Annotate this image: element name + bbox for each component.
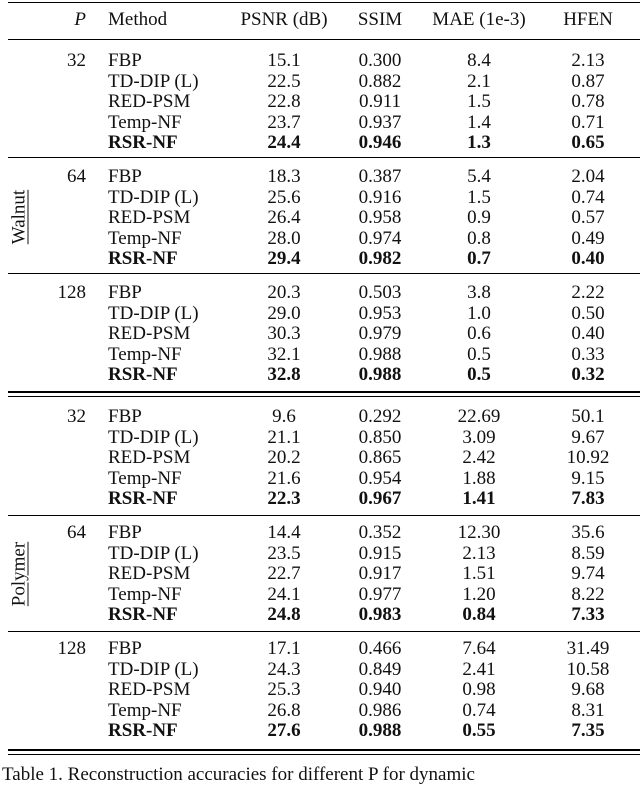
- hfen-cell: 0.49: [571, 228, 605, 249]
- header-hfen: HFEN: [563, 9, 613, 30]
- bottom-rule: [8, 749, 640, 751]
- hfen-cell: 7.35: [571, 720, 605, 741]
- method-cell: TD-DIP (L): [108, 659, 199, 680]
- psnr-cell: 29.4: [267, 248, 301, 269]
- psnr-cell: 25.3: [267, 679, 301, 700]
- header-p: P: [74, 9, 86, 30]
- mae-cell: 3.8: [467, 282, 491, 303]
- ssim-cell: 0.979: [358, 323, 402, 344]
- method-cell: RED-PSM: [108, 447, 191, 468]
- ssim-cell: 0.850: [358, 427, 402, 448]
- hfen-cell: 8.31: [571, 700, 605, 721]
- mae-cell: 0.9: [467, 207, 491, 228]
- ssim-cell: 0.974: [358, 228, 402, 249]
- hfen-cell: 10.58: [566, 659, 610, 680]
- mae-cell: 1.20: [462, 584, 496, 605]
- ssim-cell: 0.988: [358, 344, 402, 365]
- method-cell: TD-DIP (L): [108, 71, 199, 92]
- ssim-cell: 0.988: [358, 364, 402, 385]
- ssim-cell: 0.503: [358, 282, 402, 303]
- ssim-cell: 0.300: [358, 50, 402, 71]
- method-cell: RSR-NF: [108, 720, 178, 741]
- hfen-cell: 0.87: [571, 71, 605, 92]
- dataset-rule: [8, 396, 640, 397]
- psnr-cell: 24.3: [267, 659, 301, 680]
- psnr-cell: 28.0: [267, 228, 301, 249]
- psnr-cell: 23.7: [267, 112, 301, 133]
- psnr-cell: 32.1: [267, 344, 301, 365]
- group-rule: [8, 273, 640, 274]
- hfen-cell: 0.40: [571, 248, 605, 269]
- method-cell: Temp-NF: [108, 468, 182, 489]
- mae-cell: 0.6: [467, 323, 491, 344]
- hfen-cell: 0.74: [571, 187, 605, 208]
- group-rule: [8, 631, 640, 632]
- mae-cell: 2.1: [467, 71, 491, 92]
- mae-cell: 0.5: [467, 364, 491, 385]
- ssim-cell: 0.953: [358, 303, 402, 324]
- method-cell: TD-DIP (L): [108, 187, 199, 208]
- psnr-cell: 30.3: [267, 323, 301, 344]
- ssim-cell: 0.982: [358, 248, 402, 269]
- p-value: 128: [57, 638, 86, 659]
- psnr-cell: 29.0: [267, 303, 301, 324]
- hfen-cell: 0.33: [571, 344, 605, 365]
- hfen-cell: 7.33: [571, 604, 605, 625]
- ssim-cell: 0.983: [358, 604, 402, 625]
- psnr-cell: 14.4: [267, 522, 301, 543]
- ssim-cell: 0.967: [358, 488, 402, 509]
- hfen-cell: 35.6: [571, 522, 605, 543]
- hfen-cell: 31.49: [566, 638, 610, 659]
- psnr-cell: 17.1: [267, 638, 301, 659]
- psnr-cell: 24.1: [267, 584, 301, 605]
- hfen-cell: 0.78: [571, 91, 605, 112]
- psnr-cell: 22.8: [267, 91, 301, 112]
- psnr-cell: 22.3: [267, 488, 301, 509]
- method-cell: RED-PSM: [108, 563, 191, 584]
- mae-cell: 7.64: [462, 638, 496, 659]
- bottom-rule: [8, 754, 640, 755]
- group-rule: [8, 157, 640, 158]
- mae-cell: 2.42: [462, 447, 496, 468]
- psnr-cell: 22.5: [267, 71, 301, 92]
- method-cell: FBP: [108, 282, 142, 303]
- hfen-cell: 9.74: [571, 563, 605, 584]
- method-cell: Temp-NF: [108, 700, 182, 721]
- psnr-cell: 26.4: [267, 207, 301, 228]
- psnr-cell: 9.6: [272, 406, 296, 427]
- method-cell: TD-DIP (L): [108, 303, 199, 324]
- psnr-cell: 24.4: [267, 132, 301, 153]
- ssim-cell: 0.466: [358, 638, 402, 659]
- mae-cell: 3.09: [462, 427, 496, 448]
- header-psnr: PSNR (dB): [240, 9, 328, 30]
- hfen-cell: 0.40: [571, 323, 605, 344]
- hfen-cell: 9.15: [571, 468, 605, 489]
- mae-cell: 1.3: [467, 132, 491, 153]
- mae-cell: 2.13: [462, 543, 496, 564]
- mae-cell: 8.4: [467, 50, 491, 71]
- ssim-cell: 0.916: [358, 187, 402, 208]
- ssim-cell: 0.977: [358, 584, 402, 605]
- mae-cell: 1.5: [467, 187, 491, 208]
- psnr-cell: 23.5: [267, 543, 301, 564]
- method-cell: RSR-NF: [108, 364, 178, 385]
- psnr-cell: 22.7: [267, 563, 301, 584]
- method-cell: RED-PSM: [108, 679, 191, 700]
- method-cell: FBP: [108, 166, 142, 187]
- ssim-cell: 0.292: [358, 406, 402, 427]
- mae-cell: 0.7: [467, 248, 491, 269]
- mae-cell: 1.4: [467, 112, 491, 133]
- psnr-cell: 15.1: [267, 50, 301, 71]
- ssim-cell: 0.352: [358, 522, 402, 543]
- dataset-label: Polymer: [8, 541, 30, 607]
- method-cell: RSR-NF: [108, 132, 178, 153]
- psnr-cell: 25.6: [267, 187, 301, 208]
- hfen-cell: 0.71: [571, 112, 605, 133]
- ssim-cell: 0.986: [358, 700, 402, 721]
- psnr-cell: 26.8: [267, 700, 301, 721]
- hfen-cell: 0.50: [571, 303, 605, 324]
- psnr-cell: 21.1: [267, 427, 301, 448]
- hfen-cell: 0.65: [571, 132, 605, 153]
- method-cell: Temp-NF: [108, 228, 182, 249]
- psnr-cell: 18.3: [267, 166, 301, 187]
- ssim-cell: 0.988: [358, 720, 402, 741]
- hfen-cell: 2.13: [571, 50, 605, 71]
- mae-cell: 1.5: [467, 91, 491, 112]
- header-rule: [8, 39, 640, 40]
- method-cell: RED-PSM: [108, 91, 191, 112]
- mae-cell: 1.51: [462, 563, 496, 584]
- dataset-rule: [8, 391, 640, 393]
- hfen-cell: 2.22: [571, 282, 605, 303]
- ssim-cell: 0.954: [358, 468, 402, 489]
- mae-cell: 0.98: [462, 679, 496, 700]
- ssim-cell: 0.911: [358, 91, 402, 112]
- ssim-cell: 0.946: [358, 132, 402, 153]
- method-cell: RSR-NF: [108, 604, 178, 625]
- top-rule: [8, 2, 640, 3]
- p-value: 32: [67, 50, 86, 71]
- mae-cell: 0.74: [462, 700, 496, 721]
- dataset-label: Walnut: [8, 189, 30, 245]
- ssim-cell: 0.940: [358, 679, 402, 700]
- method-cell: RED-PSM: [108, 207, 191, 228]
- hfen-cell: 7.83: [571, 488, 605, 509]
- ssim-cell: 0.882: [358, 71, 402, 92]
- hfen-cell: 2.04: [571, 166, 605, 187]
- mae-cell: 0.84: [462, 604, 496, 625]
- hfen-cell: 0.57: [571, 207, 605, 228]
- psnr-cell: 24.8: [267, 604, 301, 625]
- header-mae: MAE (1e-3): [432, 9, 526, 30]
- mae-cell: 0.55: [462, 720, 496, 741]
- method-cell: Temp-NF: [108, 344, 182, 365]
- method-cell: FBP: [108, 522, 142, 543]
- ssim-cell: 0.917: [358, 563, 402, 584]
- method-cell: FBP: [108, 638, 142, 659]
- ssim-cell: 0.937: [358, 112, 402, 133]
- mae-cell: 1.88: [462, 468, 496, 489]
- method-cell: FBP: [108, 406, 142, 427]
- p-value: 64: [67, 522, 86, 543]
- hfen-cell: 8.59: [571, 543, 605, 564]
- table-caption: Table 1. Reconstruction accuracies for different P for dynamic: [2, 764, 475, 785]
- group-rule: [8, 515, 640, 516]
- hfen-cell: 9.67: [571, 427, 605, 448]
- ssim-cell: 0.958: [358, 207, 402, 228]
- method-cell: RSR-NF: [108, 248, 178, 269]
- method-cell: FBP: [108, 50, 142, 71]
- header-method: Method: [108, 9, 168, 30]
- mae-cell: 0.5: [467, 344, 491, 365]
- method-cell: Temp-NF: [108, 584, 182, 605]
- p-value: 64: [67, 166, 86, 187]
- ssim-cell: 0.865: [358, 447, 402, 468]
- psnr-cell: 20.2: [267, 447, 301, 468]
- header-ssim: SSIM: [357, 9, 403, 30]
- mae-cell: 2.41: [462, 659, 496, 680]
- p-value: 128: [57, 282, 86, 303]
- mae-cell: 12.30: [457, 522, 501, 543]
- ssim-cell: 0.915: [358, 543, 402, 564]
- ssim-cell: 0.849: [358, 659, 402, 680]
- method-cell: TD-DIP (L): [108, 543, 199, 564]
- method-cell: Temp-NF: [108, 112, 182, 133]
- mae-cell: 0.8: [467, 228, 491, 249]
- psnr-cell: 21.6: [267, 468, 301, 489]
- psnr-cell: 27.6: [267, 720, 301, 741]
- ssim-cell: 0.387: [358, 166, 402, 187]
- psnr-cell: 20.3: [267, 282, 301, 303]
- p-value: 32: [67, 406, 86, 427]
- hfen-cell: 10.92: [566, 447, 610, 468]
- mae-cell: 22.69: [457, 406, 501, 427]
- mae-cell: 1.41: [462, 488, 496, 509]
- hfen-cell: 0.32: [571, 364, 605, 385]
- hfen-cell: 9.68: [571, 679, 605, 700]
- mae-cell: 1.0: [467, 303, 491, 324]
- psnr-cell: 32.8: [267, 364, 301, 385]
- hfen-cell: 8.22: [571, 584, 605, 605]
- hfen-cell: 50.1: [571, 406, 605, 427]
- mae-cell: 5.4: [467, 166, 491, 187]
- method-cell: RED-PSM: [108, 323, 191, 344]
- method-cell: TD-DIP (L): [108, 427, 199, 448]
- method-cell: RSR-NF: [108, 488, 178, 509]
